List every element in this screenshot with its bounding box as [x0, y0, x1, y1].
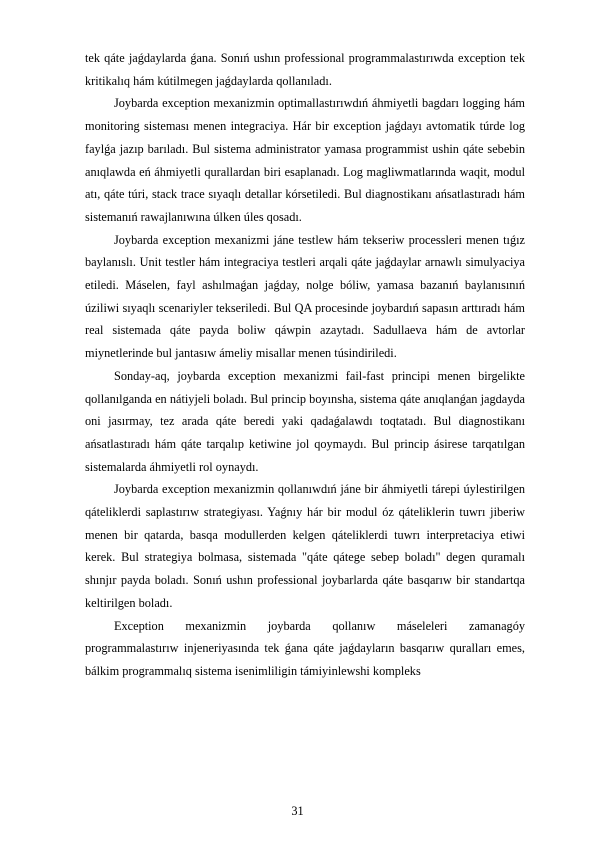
paragraph-strategy: Joybarda exception mexanizmin qollanıwdıń jáne bir áhmiyetli tárepi úylestirilgen qáteliklerdi saplastırıw strategiyası. Yaǵnıy hár bir modul óz qáteliklerin tuwrı jiberiw menen bir qatarda, basqa modullerden kelgen qáteliklerdi tuwrı interpretaciya etiwi kerek. Bul strategiya bolmasa, sistemada "qáte qátege sebep boladı" degen quramalı shınjır payda boladı. Sonıń ushın professional joybarlarda qáte basqarıw bir standartqa keltirilgen boladı.	[85, 482, 525, 610]
paragraph-logging: Joybarda exception mexanizmin optimallastırıwdıń áhmiyetli bagdarı logging hám monitoring sisteması menen integraciya. Hár bir exception jaǵdayı avtomatik túrde log faylǵa jazıp barıladı. Bul sistema administrator yamasa programmist ushin qáte sebebin anıqlawda eń áhmiyetli qurallardan biri esaplanadı. Log magliwmatlarında waqit, modul atı, qáte túri, stack trace sıyaqlı detallar kórsetiledi. Bul diagnostikanı ańsatlastıradı hám sistemanıń rawajlanıwına úlken úles qosadı.	[85, 96, 525, 224]
paragraph-conclusion: Exception mexanizmin joybarda qollanıw máseleleri zamanagóy programmalastırıw injeneriyasında tek ǵana qáte jaǵdayların basqarıw quralları emes, bálkim programmalıq sistema isenimliligin támiyinlewshi kompleks	[85, 618, 525, 678]
paragraph-fail-fast: Sonday-aq, joybarda exception mexanizmi fail-fast principi menen birgelikte qollanılganda en nátiyjeli boladı. Bul princip boyınsha, sistema qáte anıqlanǵan jagdayda oni jasırmay, tez arada qáte beredi yaki qadaǵalawdı toqtatadı. Bul diagnostikanı ańsatlastıradı hám qáte tarqalıp ketiwine jol qoymaydı. Bul princip ásirese tarqatılgan sistemalarda áhmiyetli rol oynaydı.	[85, 368, 525, 474]
paragraph-continuation: tek qáte jaǵdaylarda ǵana. Sonıń ushın professional programmalastırıwda exception tek kritikalıq hám kútilmegen jaǵdaylarda qollanıladı.	[85, 51, 525, 88]
paragraph-testing: Joybarda exception mexanizmi jáne testlew hám tekseriw processleri menen tıǵız baylanıslı. Unit testler hám integraciya testleri arqali qáte jaǵdaylar arnawlı simulyaciya etiledi. Máselen, fayl ashılmaǵan jaǵday, nolge bóliw, yamasa bazanıń baylanısınıń úziliwi sıyaqlı scenariyler tekseriledi. Bul QA procesinde joybardıń sapasın arttıradı hám real sistemada qáte payda boliw qáwpin azaytadı. Sadullaeva hám de avtorlar miynetlerinde bul jantasıw ámeliy misallar menen túsindiriledi.	[85, 232, 525, 361]
page-number: 31	[291, 804, 304, 818]
body-text	[85, 47, 525, 683]
